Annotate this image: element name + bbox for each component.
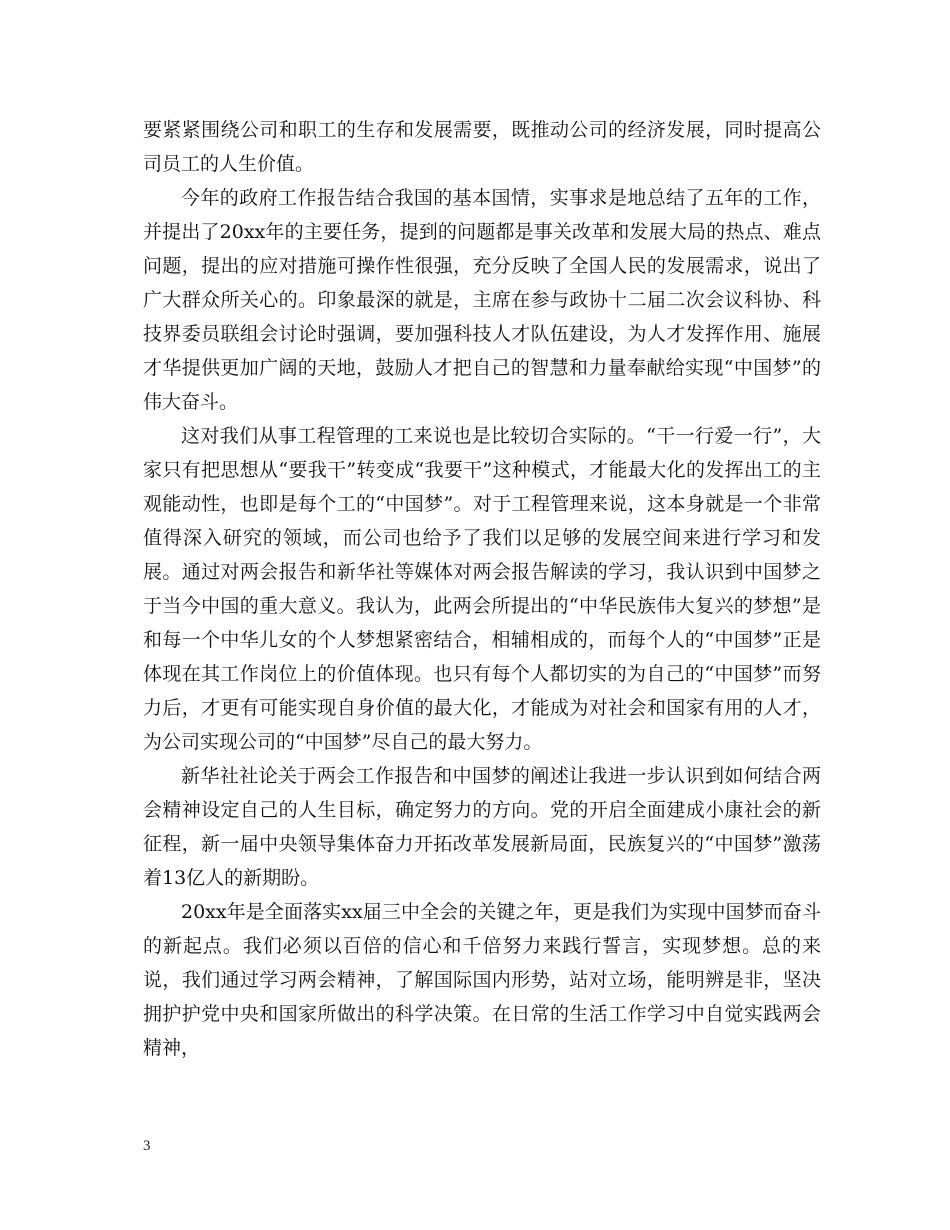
- paragraph-3: 这对我们从事工程管理的工来说也是比较切合实际的。“干一行爱一行”，大家只有把思想从“要我干”转变成“我要干”这种模式，才能最大化的发挥出工的主观能动性，也即是每个工的“中国梦”。对于工程管理来说，这本身就是一个非常值得深入研究的领域，而公司也给予了我们以足够的发展空间来进行学习和发展。通过对两会报告和新华社等媒体对两会报告解读的学习，我认识到中国梦之于当今中国的重大意义。我认为，此两会所提出的“中华民族伟大复兴的梦想”是和每一个中华儿女的个人梦想紧密结合，相辅相成的，而每个人的“中国梦”正是体现在其工作岗位上的价值体现。也只有每个人都切实的为自己的“中国梦”而努力后，才更有可能实现自身价值的最大化，才能成为对社会和国家有用的人才，为公司实现公司的“中国梦”尽自己的最大努力。: [143, 425, 821, 753]
- paragraph-4: 新华社社论关于两会工作报告和中国梦的阐述让我进一步认识到如何结合两会精神设定自己的人生目标，确定努力的方向。党的开启全面建成小康社会的新征程，新一届中央领导集体奋力开拓改革发展新局面，民族复兴的“中国梦”激荡着13亿人的新期盼。: [143, 765, 821, 889]
- page-number: 3: [143, 1138, 151, 1154]
- paragraph-5: 20xx年是全面落实xx届三中全会的关键之年，更是我们为实现中国梦而奋斗的新起点。我们必须以百倍的信心和千倍努力来践行誓言，实现梦想。总的来说，我们通过学习两会精神，了解国际国内形势，站对立场，能明辨是非，坚决拥护护党中央和国家所做出的科学决策。在日常的生活工作学习中自觉实践两会精神，: [143, 901, 821, 1059]
- paragraph-1: 要紧紧围绕公司和职工的生存和发展需要，既推动公司的经济发展，同时提高公司员工的人生价值。: [143, 119, 821, 175]
- paragraph-2: 今年的政府工作报告结合我国的基本国情，实事求是地总结了五年的工作，并提出了20xx年的主要任务，提到的问题都是事关改革和发展大局的热点、难点问题，提出的应对措施可操作性很强，充分反映了全国人民的发展需求，说出了广大群众所关心的。印象最深的就是，主席在参与政协十二届二次会议科协、科技界委员联组会讨论时强调，要加强科技人才队伍建设，为人才发挥作用、施展才华提供更加广阔的天地，鼓励人才把自己的智慧和力量奉献给实现“中国梦”的伟大奋斗。: [143, 187, 821, 413]
- document-body: [143, 113, 821, 1065]
